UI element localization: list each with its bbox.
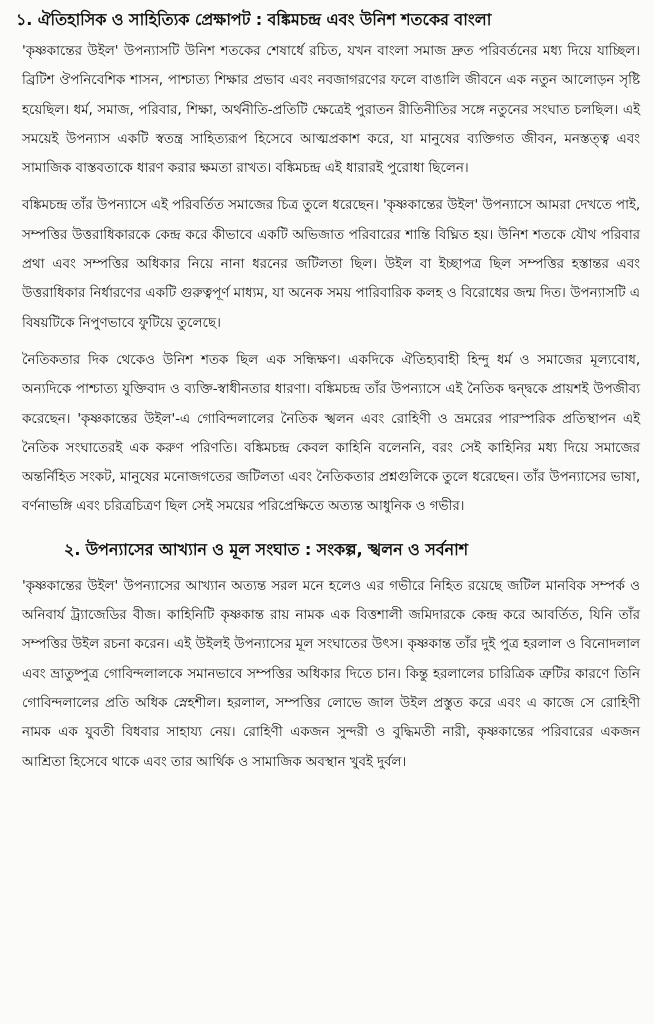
section-historical-context [16, 8, 640, 522]
paragraph: নৈতিকতার দিক থেকেও উনিশ শতক ছিল এক সন্ধিক্ষণ। একদিকে ঐতিহ্যবাহী হিন্দু ধর্ম ও সমাজের মূল্যবোধ, অন্যদিকে পাশ্চাত্য যুক্তিবাদ ও ব্যক্তি-স্বাধীনতার ধারণা। বঙ্কিমচন্দ্র তাঁর উপন্যাসে এই নৈতিক দ্বন্দ্বকে প্রায়শই উপজীব্য করেছেন। 'কৃষ্ণকান্তের উইল'-এ গোবিন্দলালের নৈতিক স্খলন এবং রোহিণী ও ভ্রমরের পারস্পরিক প্রতিস্থাপন এই নৈতিক সংঘাতেরই এক করুণ পরিণতি। বঙ্কিমচন্দ্র কেবল কাহিনি বলেননি, বরং সেই কাহিনির মধ্য দিয়ে সমাজের অন্তর্নিহিত সংকট, মানুষের মনোজগতের জটিলতা এবং নৈতিকতার প্রশ্নগুলিকে তুলে ধরেছেন। তাঁর উপন্যাসের ভাষা, বর্ণনাভঙ্গি এবং চরিত্রচিত্রণ ছিল সেই সময়ের পরিপ্রেক্ষিতে অত্যন্ত আধুনিক ও গভীর। [22, 351, 640, 515]
section-heading-1: ১. ঐতিহাসিক ও সাহিত্যিক প্রেক্ষাপট : বঙ্কিমচন্দ্র এবং উনিশ শতকের বাংলা [16, 10, 492, 29]
paragraph: 'কৃষ্ণকান্তের উইল' উপন্যাসটি উনিশ শতকের শেষার্ধে রচিত, যখন বাংলা সমাজ দ্রুত পরিবর্তনের মধ্য দিয়ে যাচ্ছিল। ব্রিটিশ ঔপনিবেশিক শাসন, পাশ্চাত্য শিক্ষার প্রভাব এবং নবজাগরণের ফলে বাঙালি জীবনে এক নতুন আলোড়ন সৃষ্টি হয়েছিল। ধর্ম, সমাজ, পরিবার, শিক্ষা, অর্থনীতি-প্রতিটি ক্ষেত্রেই পুরাতন রীতিনীতির সঙ্গে নতুনের সংঘাত চলছিল। এই সময়েই উপন্যাস একটি স্বতন্ত্র সাহিত্যরূপ হিসেবে আত্মপ্রকাশ করে, যা মানুষের ব্যক্তিগত জীবন, মনস্তত্ত্ব এবং সামাজিক বাস্তবতাকে ধারণ করার ক্ষমতা রাখত। বঙ্কিমচন্দ্র এই ধারারই পুরোধা ছিলেন। [22, 43, 640, 177]
section-heading-2: ২. উপন্যাসের আখ্যান ও মূল সংঘাত : সংকল্প, স্খলন ও সর্বনাশ [64, 539, 469, 559]
paragraph: বঙ্কিমচন্দ্র তাঁর উপন্যাসে এই পরিবর্তিত সমাজের চিত্র তুলে ধরেছেন। 'কৃষ্ণকান্তের উইল' উপন্যাসে আমরা দেখতে পাই, সম্পত্তির উত্তরাধিকারকে কেন্দ্র করে কীভাবে একটি অভিজাত পরিবারের শান্তি বিঘ্নিত হয়। উনিশ শতকে যৌথ পরিবার প্রথা এবং সম্পত্তির অধিকার নিয়ে নানা ধরনের জটিলতা ছিল। উইল বা ইচ্ছাপত্র ছিল সম্পত্তির হস্তান্তর এবং উত্তরাধিকার নির্ধারণের একটি গুরুত্বপূর্ণ মাধ্যম, যা অনেক সময় পারিবারিক কলহ ও বিরোধের জন্ম দিত। উপন্যাসটি এ বিষয়টিকে নিপুণভাবে ফুটিয়ে তুলেছে। [22, 197, 640, 331]
paragraph: 'কৃষ্ণকান্তের উইল' উপন্যাসের আখ্যান অত্যন্ত সরল মনে হলেও এর গভীরে নিহিত রয়েছে জটিল মানবিক সম্পর্ক ও অনিবার্য ট্র্যাজেডির বীজ। কাহিনিটি কৃষ্ণকান্ত রায় নামক এক বিত্তশালী জমিদারকে কেন্দ্র করে আবর্তিত, যিনি তাঁর সম্পত্তির উইল রচনা করেন। এই উইলই উপন্যাসের মূল সংঘাতের উৎস। কৃষ্ণকান্ত তাঁর দুই পুত্র হরলাল ও বিনোদলাল এবং ভ্রাতুষ্পুত্র গোবিন্দলালকে সমানভাবে সম্পত্তির অধিকার দিতে চান। কিন্তু হরলালের চারিত্রিক ত্রুটির কারণে তিনি গোবিন্দলালের প্রতি অধিক স্নেহশীল। হরলাল, সম্পত্তির লোভে জাল উইল প্রস্তুত করে এবং এ কাজে সে রোহিণী নামক এক যুবতী বিধবার সাহায্য নেয়। রোহিণী একজন সুন্দরী ও বুদ্ধিমতী নারী, কৃষ্ণকান্তের পরিবারের একজন আশ্রিতা হিসেবে থাকে এবং তার আর্থিক ও সামাজিক অবস্থান খুবই দুর্বল। [22, 577, 640, 770]
section-narrative-conflict [22, 538, 640, 777]
